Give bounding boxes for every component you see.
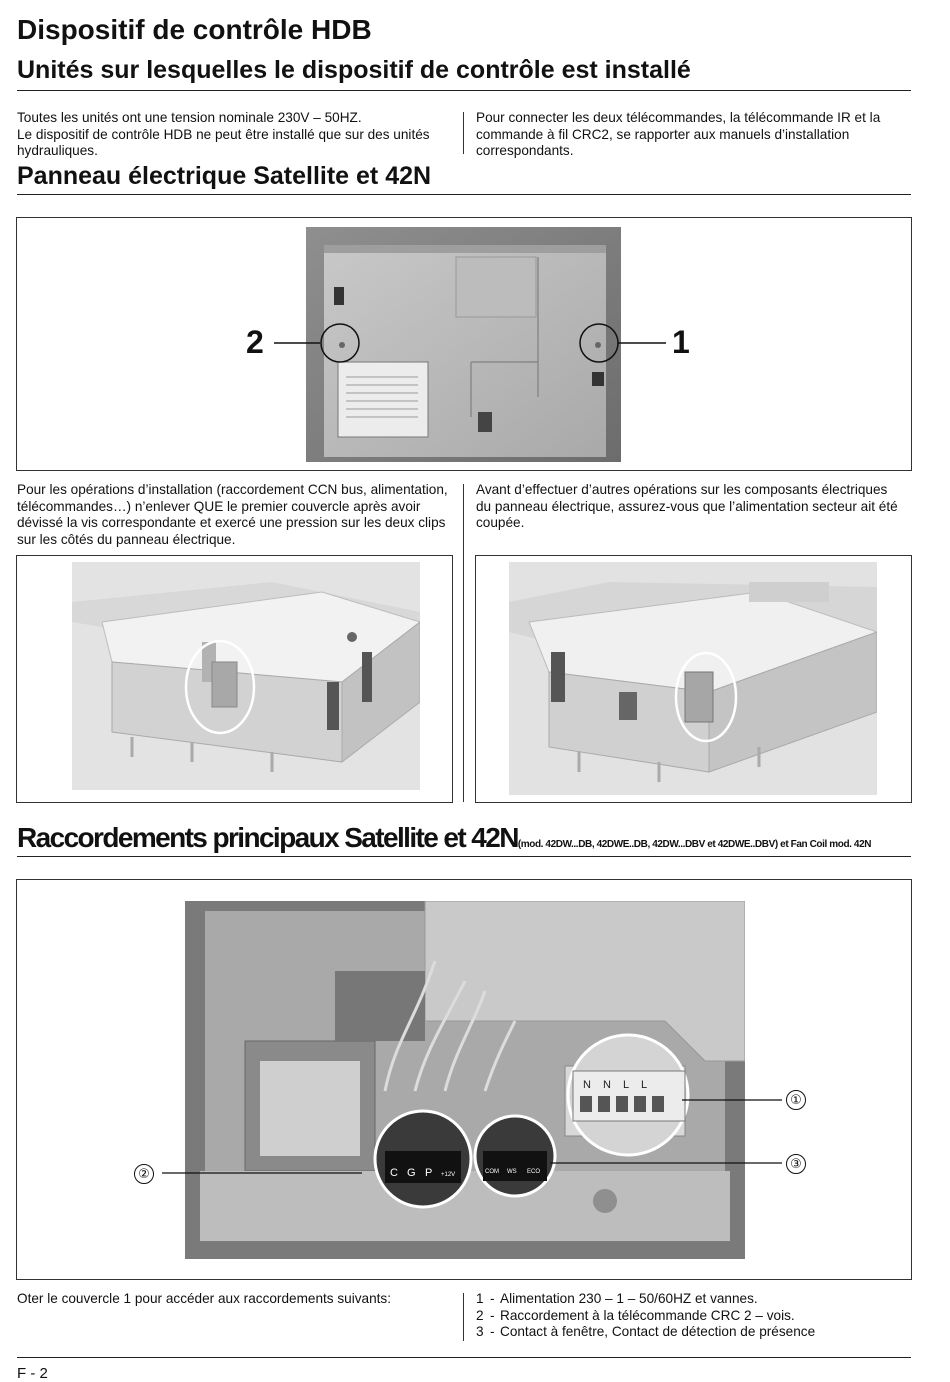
section2-text-left: Oter le couvercle 1 pour accéder aux raccordements suivants: — [17, 1291, 392, 1306]
clip-right-photo — [509, 562, 877, 795]
page-number: F - 2 — [17, 1365, 48, 1382]
clip-left-photo — [72, 562, 420, 790]
divider — [17, 90, 911, 91]
column-separator — [463, 1293, 464, 1341]
callout-circled-2: ② — [134, 1164, 154, 1184]
list-item: 2 - Raccordement à la télécommande CRC 2 – vois. — [476, 1307, 795, 1323]
terminal-label: +12V — [441, 1172, 456, 1178]
intro-left-line1: Toutes les unités ont une tension nominale 230V – 50HZ. — [17, 110, 362, 125]
intro-left — [17, 110, 449, 160]
section1-text-right: Avant d’effectuer d’autres opérations sur les composants électriques du panneau électrique, assurez-vous que l’alimentation secteur ait été coupée. — [476, 482, 898, 530]
terminal-label: N — [583, 1079, 591, 1091]
list-item: 1 - Alimentation 230 – 1 – 50/60HZ et vannes. — [476, 1291, 758, 1306]
divider — [17, 856, 911, 857]
connections-photo — [185, 901, 745, 1259]
section2-heading-main: Raccordements principaux Satellite et 42N — [17, 822, 518, 853]
callout-1-leader — [578, 322, 668, 364]
terminal-label: WS — [507, 1169, 517, 1175]
column-separator — [463, 112, 464, 154]
intro-right: Pour connecter les deux télécommandes, la télécommande IR et la commande à fil CRC2, se rapporter aux manuels d’installation correspondants. — [476, 110, 881, 158]
connections-list — [476, 1291, 906, 1341]
callout-1: 1 — [672, 324, 690, 360]
terminal-label: L — [641, 1079, 648, 1091]
divider — [17, 194, 911, 195]
column-separator — [463, 484, 464, 802]
page-title: Dispositif de contrôle HDB — [17, 14, 372, 45]
terminal-label: P — [425, 1167, 433, 1179]
section1-heading: Panneau électrique Satellite et 42N — [17, 162, 432, 190]
terminal-label: C — [390, 1167, 398, 1179]
section2-heading-sub: (mod. 42DW...DB, 42DWE..DB, 42DW...DBV et 42DWE..DBV) et Fan Coil mod. 42N — [517, 839, 872, 850]
terminal-label: G — [407, 1167, 416, 1179]
page-subtitle: Unités sur lesquelles le dispositif de contrôle est installé — [17, 56, 691, 84]
terminal-label: N — [603, 1079, 611, 1091]
section1-text-left: Pour les opérations d’installation (raccordement CCN bus, alimentation, télécommandes…) n’enlever QUE le premier couvercle après avoir dévissé la vis correspondante et exercé une pression sur les deux clips sur les côtés du panneau électrique. — [17, 482, 448, 547]
callout-2-leader — [272, 322, 362, 364]
callout-circled-1: ① — [786, 1090, 806, 1110]
callout-2: 2 — [246, 324, 264, 360]
terminal-label: ECO — [527, 1169, 541, 1175]
intro-left-line2: Le dispositif de contrôle HDB ne peut être installé que sur des unités hydrauliques. — [17, 126, 430, 158]
list-item: 3 - Contact à fenêtre, Contact de détection de présence — [476, 1324, 816, 1339]
divider — [17, 1357, 911, 1358]
terminal-label: L — [623, 1079, 630, 1091]
callout-circled-3: ③ — [786, 1154, 806, 1174]
connections-leaders — [150, 1095, 810, 1175]
terminal-label: COM — [485, 1169, 499, 1175]
section2-heading — [17, 822, 871, 854]
